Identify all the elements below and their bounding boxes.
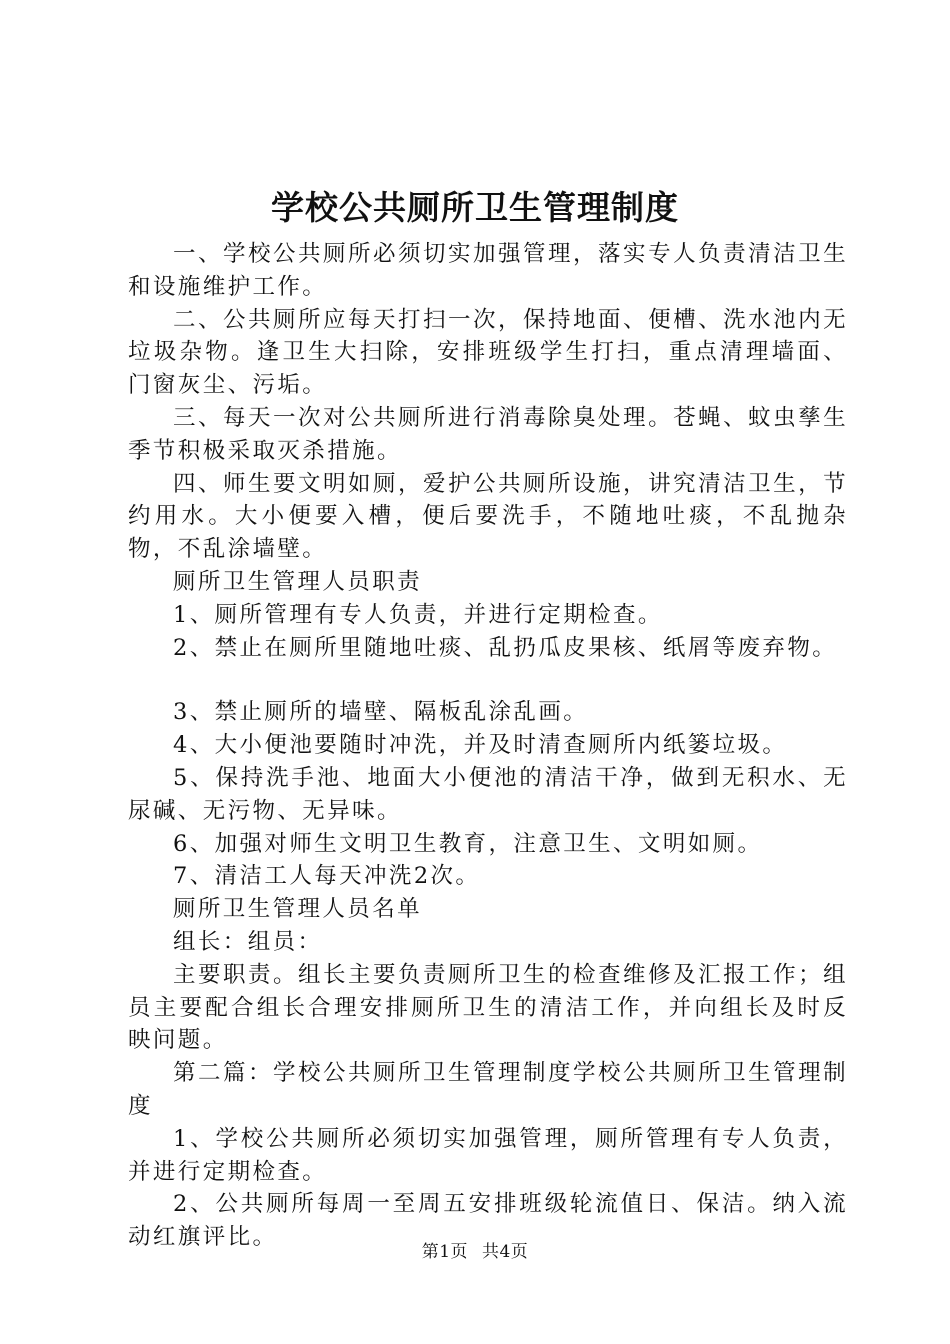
staff-roles: 组长：组员：	[173, 928, 323, 955]
duty-item-6: 6、加强对师生文明卫生教育，注意卫生、文明如厕。	[173, 830, 763, 857]
paragraph-4: 四、师生要文明如厕，爱护公共厕所设施，讲究清洁卫生，节约用水。大小便要入槽，便后要洗手，不随地吐痰，不乱抛杂物，不乱涂墙壁。	[128, 470, 848, 563]
page-footer	[0, 1240, 950, 1264]
paragraph-1: 一、学校公共厕所必须切实加强管理，落实专人负责清洁卫生和设施维护工作。	[128, 241, 848, 300]
second-article-item-2: 2、公共厕所每周一至周五安排班级轮流值日、保洁。纳入流动红旗评比。	[128, 1191, 848, 1251]
page-number: 第1页	[421, 1242, 469, 1262]
document-title: 学校公共厕所卫生管理制度	[271, 188, 679, 227]
duty-item-3: 3、禁止厕所的墙壁、隔板乱涂乱画。	[173, 699, 589, 726]
duty-item-1: 1、厕所管理有专人负责，并进行定期检查。	[173, 601, 663, 628]
second-article-heading: 第二篇：学校公共厕所卫生管理制度学校公共厕所卫生管理制度	[128, 1060, 848, 1119]
section-heading-duties: 厕所卫生管理人员职责	[173, 568, 423, 595]
paragraph-2: 二、公共厕所应每天打扫一次，保持地面、便槽、洗水池内无垃圾杂物。逢卫生大扫除，安排班级学生打扫，重点清理墙面、门窗灰尘、污垢。	[128, 306, 848, 399]
second-article-item-1: 1、学校公共厕所必须切实加强管理，厕所管理有专人负责，并进行定期检查。	[128, 1125, 848, 1185]
section-heading-staff-list: 厕所卫生管理人员名单	[173, 896, 423, 923]
duty-item-4: 4、大小便池要随时冲洗，并及时清查厕所内纸篓垃圾。	[173, 732, 788, 759]
duty-item-2: 2、禁止在厕所里随地吐痰、乱扔瓜皮果核、纸屑等废弃物。	[173, 634, 838, 661]
total-pages: 共4页	[481, 1242, 529, 1262]
duty-item-7: 7、清洁工人每天冲洗2次。	[173, 863, 481, 890]
paragraph-3: 三、每天一次对公共厕所进行消毒除臭处理。苍蝇、蚊虫孳生季节积极采取灭杀措施。	[128, 404, 848, 464]
duty-item-5: 5、保持洗手池、地面大小便池的清洁干净，做到无积水、无尿碱、无污物、无异味。	[128, 764, 848, 824]
main-duties-paragraph: 主要职责。组长主要负责厕所卫生的检查维修及汇报工作；组员主要配合组长合理安排厕所卫生的清洁工作，并向组长及时反映问题。	[128, 961, 848, 1054]
document-body	[128, 238, 848, 1254]
